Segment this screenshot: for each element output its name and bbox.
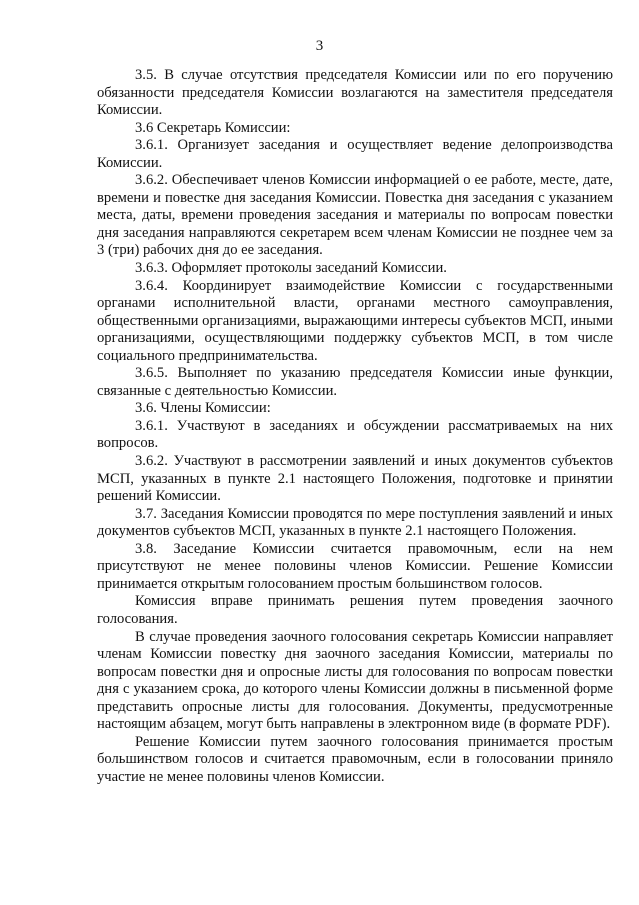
paragraph-absentee-voting: Комиссия вправе принимать решения путем проведения заочного голосования.: [97, 593, 613, 627]
paragraph-3-8: 3.8. Заседание Комиссии считается правомочным, если на нем присутствуют не менее половины членов Комиссии. Решение Комиссии принимается открытым голосованием простым большинством голосов.: [97, 540, 613, 592]
paragraph-3-6-4: 3.6.4. Координирует взаимодействие Комиссии с государственными органами исполнительной власти, органами местного самоуправления, общественными организациями, выражающими интересы субъектов МСП, иными организациями, осуществляющими поддержку субъектов МСП, в том числе социального предпринимательства.: [97, 277, 613, 364]
paragraph-3-6-5: 3.6.5. Выполняет по указанию председателя Комиссии иные функции, связанные с деятельностью Комиссии.: [97, 365, 613, 399]
paragraph-3-6-3: 3.6.3. Оформляет протоколы заседаний Комиссии.: [135, 260, 447, 277]
paragraph-members-heading: 3.6. Члены Комиссии:: [135, 400, 271, 417]
paragraph-members-1: 3.6.1. Участвуют в заседаниях и обсуждении рассматриваемых на них вопросов.: [97, 417, 613, 452]
paragraph-3-6-heading: 3.6 Секретарь Комиссии:: [135, 119, 291, 136]
paragraph-absentee-procedure: В случае проведения заочного голосования секретарь Комиссии направляет членам Комиссии повестку дня заочного заседания Комиссии, материалы по вопросам повестки дня и опросные листы для голосования по вопросам повестки дня с указанием срока, до которого члены Комиссии должны в письменной форме представить опросные листы для голосования. Документы, предусмотренные настоящим абзацем, могут быть направлены в электронном виде (в формате PDF).: [97, 628, 613, 733]
document-body: [97, 67, 613, 786]
paragraph-members-2: 3.6.2. Участвуют в рассмотрении заявлений и иных документов субъектов МСП, указанных в пункте 2.1 настоящего Положения, подготовке и принятии решений Комиссии.: [97, 453, 613, 505]
paragraph-3-5: 3.5. В случае отсутствия председателя Комиссии или по его поручению обязанности председателя Комиссии возлагаются на заместителя председателя Комиссии.: [97, 67, 613, 119]
paragraph-3-6-1: 3.6.1. Организует заседания и осуществляет ведение делопроизводства Комиссии.: [97, 137, 613, 171]
page-number: 3: [315, 38, 324, 54]
paragraph-3-7: 3.7. Заседания Комиссии проводятся по мере поступления заявлений и иных документов субъектов МСП, указанных в пункте 2.1 настоящего Положения.: [97, 505, 613, 540]
paragraph-3-6-2: 3.6.2. Обеспечивает членов Комиссии информацией о ее работе, месте, дате, времени и повестке дня заседания Комиссии. Повестка дня заседания с указанием места, даты, времени проведения заседания и материалы по вопросам повестки дня заседания направляются секретарем всем членам Комиссии не позднее чем за 3 (три) рабочих дня до ее заседания.: [97, 172, 613, 259]
paragraph-absentee-decision: Решение Комиссии путем заочного голосования принимается простым большинством голосов и считается правомочным, если в голосовании приняло участие не менее половины членов Комиссии.: [97, 733, 613, 785]
